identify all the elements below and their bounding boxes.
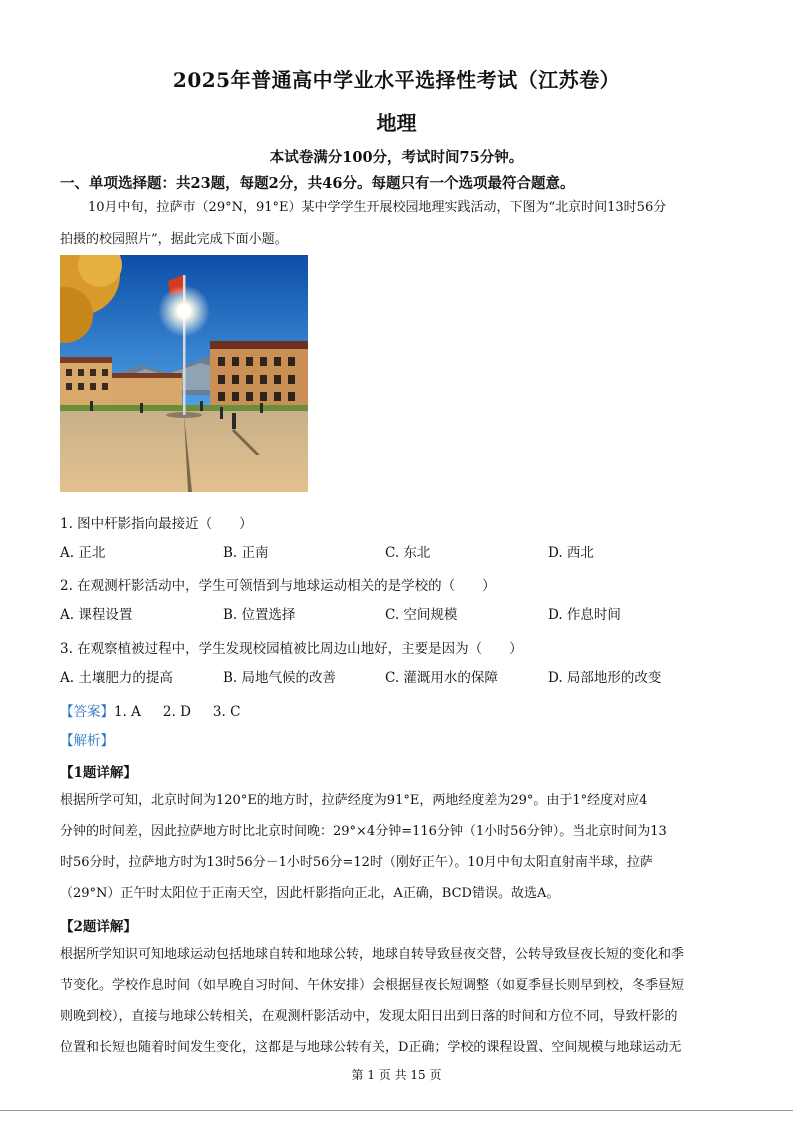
analysis-tag: 【解析】	[60, 733, 114, 749]
explain-1-line-3: 时56分时，拉萨地方时为13时56分－1小时56分=12时（刚好正午）。10月中旬太阳直射南半球，拉萨	[60, 855, 653, 870]
explain-1-line-2: 分钟的时间差，因此拉萨地方时比北京时间晚：29°×4分钟=116分钟（1小时56分钟）。当北京时间为13	[60, 824, 667, 839]
question-1-option-a: A. 正北	[60, 545, 106, 561]
bottom-divider	[0, 1110, 793, 1111]
exam-title: 2025年普通高中学业水平选择性考试（江苏卷）	[172, 68, 621, 92]
question-3-option-c: C. 灌溉用水的保障	[385, 670, 498, 686]
question-2-option-b: B. 位置选择	[223, 607, 296, 623]
question-3-option-a: A. 土壤肥力的提高	[60, 670, 173, 686]
section-heading: 一、单项选择题：共23题，每题2分，共46分。每题只有一个选项最符合题意。	[60, 175, 575, 192]
question-3-option-d: D. 局部地形的改变	[548, 670, 662, 686]
explain-2-line-1: 根据所学知识可知地球运动包括地球自转和地球公转，地球自转导致昼夜交替，公转导致昼夜长短的变化和季	[60, 947, 685, 962]
subject-title: 地理	[376, 111, 417, 135]
question-3-option-b: B. 局地气候的改善	[223, 670, 337, 686]
campus-photo	[60, 255, 308, 492]
explain-2-text	[60, 939, 736, 1063]
answer-tag: 【答案】	[60, 704, 114, 720]
answer-item-3: 3. C	[212, 704, 241, 720]
explain-1-text	[60, 785, 736, 909]
explain-2-line-3: 则晚到校），直接与地球公转相关，在观测杆影活动中，发现太阳日出到日落的时间和方位不同，导致杆影的	[60, 1009, 678, 1024]
explain-2-line-4: 位置和长短也随着时间发生变化，这都是与地球公转有关，D正确；学校的课程设置、空间规模与地球运动无	[60, 1040, 682, 1055]
explain-1-line-4: （29°N）正午时太阳位于正南天空，因此杆影指向正北，A正确，BCD错误。故选A。	[60, 886, 560, 901]
question-2-option-c: C. 空间规模	[385, 607, 458, 623]
question-1-option-c: C. 东北	[385, 545, 431, 561]
answer-item-2: 2. D	[162, 704, 191, 720]
explain-2-heading: 【2题详解】	[60, 919, 137, 935]
question-1-stem: 1. 图中杆影指向最接近（ ）	[60, 516, 253, 532]
question-1-option-d: D. 西北	[548, 545, 594, 561]
question-1-option-b: B. 正南	[223, 545, 269, 561]
question-2-stem: 2. 在观测杆影活动中，学生可领悟到与地球运动相关的是学校的（ ）	[60, 578, 496, 594]
explain-1-heading: 【1题详解】	[60, 765, 137, 781]
answer-line	[60, 700, 262, 720]
explain-1-line-1: 根据所学可知，北京时间为120°E的地方时，拉萨经度为91°E，两地经度差为29°。由于1°经度对应4	[60, 793, 648, 808]
question-2-option-a: A. 课程设置	[60, 607, 133, 623]
answer-item-1: 1. A	[114, 704, 141, 720]
intro-line-1: 10月中旬，拉萨市（29°N，91°E）某中学学生开展校园地理实践活动，下图为“北京时间13时56分	[88, 200, 667, 215]
page-footer: 第 1 页 共 15 页	[351, 1068, 442, 1082]
intro-line-2: 拍摄的校园照片”，据此完成下面小题。	[60, 232, 288, 247]
question-2-option-d: D. 作息时间	[548, 607, 621, 623]
question-3-stem: 3. 在观察植被过程中，学生发现校园植被比周边山地好，主要是因为（ ）	[60, 641, 523, 657]
explain-2-line-2: 节变化。学校作息时间（如早晚自习时间、午休安排）会根据昼夜长短调整（如夏季昼长则早到校，冬季昼短	[60, 978, 685, 993]
exam-info: 本试卷满分100分，考试时间75分钟。	[269, 149, 524, 166]
